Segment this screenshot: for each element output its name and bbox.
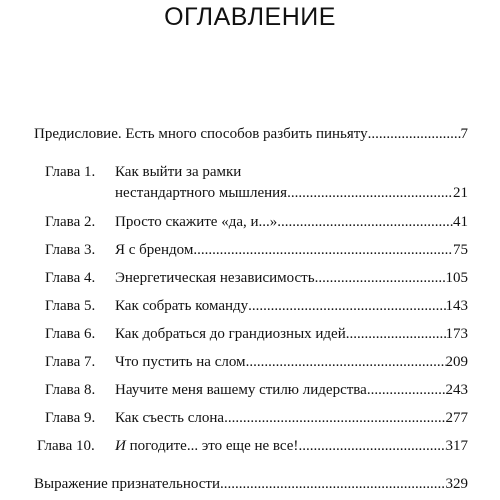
dot-leader <box>224 408 445 428</box>
toc-entry-chapter-6 <box>115 324 468 344</box>
toc-entry-chapter-10 <box>115 436 468 456</box>
toc-entry-title: Предисловие. Есть много способов разбить пиньяту <box>34 126 368 142</box>
chapter-number: Глава 3. <box>45 242 96 258</box>
page-number: 329 <box>445 476 468 492</box>
page-number: 7 <box>460 126 468 142</box>
chapter-number: Глава 1. <box>45 164 96 180</box>
toc-entry-chapter-9 <box>115 408 468 428</box>
toc-entry-title: Энергетическая независимость <box>115 270 315 286</box>
dot-leader <box>220 474 446 494</box>
toc-entry-title: Как добраться до грандиозных идей <box>115 326 346 342</box>
chapter-number: Глава 9. <box>45 410 96 426</box>
toc-entry-title: Как выйти за рамки <box>115 164 242 180</box>
page-number: 173 <box>445 326 468 342</box>
dot-leader <box>367 380 446 400</box>
toc-entry-chapter-8 <box>115 380 468 400</box>
toc-entry-chapter-2 <box>115 212 468 232</box>
dot-leader <box>248 296 445 316</box>
dot-leader <box>246 352 446 372</box>
toc-entry-chapter-7 <box>115 352 468 372</box>
toc-entry-title: Просто скажите «да, и...» <box>115 214 278 230</box>
dot-leader <box>287 183 453 203</box>
chapter-number: Глава 7. <box>45 354 96 370</box>
dot-leader <box>346 324 446 344</box>
toc-entry-chapter-4 <box>115 268 468 288</box>
page-number: 143 <box>445 298 468 314</box>
toc-entry-title-italic: И <box>115 438 126 454</box>
chapter-number: Глава 8. <box>45 382 96 398</box>
page-number: 243 <box>445 382 468 398</box>
page-number: 209 <box>445 354 468 370</box>
toc-entry-title: Выражение признательности <box>34 476 220 492</box>
dot-leader <box>298 436 445 456</box>
toc-entry-title: Как собрать команду <box>115 298 249 314</box>
page-number: 277 <box>445 410 468 426</box>
toc-entry-title: Научите меня вашему стилю лидерства <box>115 382 367 398</box>
toc-entry-chapter-3 <box>115 240 468 260</box>
chapter-number: Глава 5. <box>45 298 96 314</box>
toc-entry-title: Что пустить на слом <box>115 354 246 370</box>
toc-entry-acknowledgments <box>34 474 468 494</box>
toc-entry-title: погодите... это еще не все! <box>125 438 299 454</box>
page-number: 41 <box>453 214 468 230</box>
toc-entry-chapter-5 <box>115 296 468 316</box>
dot-leader <box>315 268 446 288</box>
page-title: ОГЛАВЛЕНИЕ <box>164 3 336 31</box>
chapter-number: Глава 10. <box>37 438 95 454</box>
page-number: 75 <box>453 242 468 258</box>
page-number: 21 <box>453 185 468 201</box>
toc-entry-title: нестандартного мышления <box>115 185 288 201</box>
dot-leader <box>193 240 453 260</box>
toc-entry-title: Как съесть слона <box>115 410 225 426</box>
toc-entry-preface <box>34 124 468 144</box>
toc-entry-title: Я с брендом <box>115 242 194 258</box>
chapter-number: Глава 4. <box>45 270 96 286</box>
page-number: 317 <box>445 438 468 454</box>
dot-leader <box>368 124 461 144</box>
dot-leader <box>277 212 453 232</box>
chapter-number: Глава 6. <box>45 326 96 342</box>
chapter-number: Глава 2. <box>45 214 96 230</box>
toc-entry-chapter-1 <box>115 183 468 203</box>
page-number: 105 <box>445 270 468 286</box>
toc-entry-chapter-1-line1 <box>115 162 465 182</box>
